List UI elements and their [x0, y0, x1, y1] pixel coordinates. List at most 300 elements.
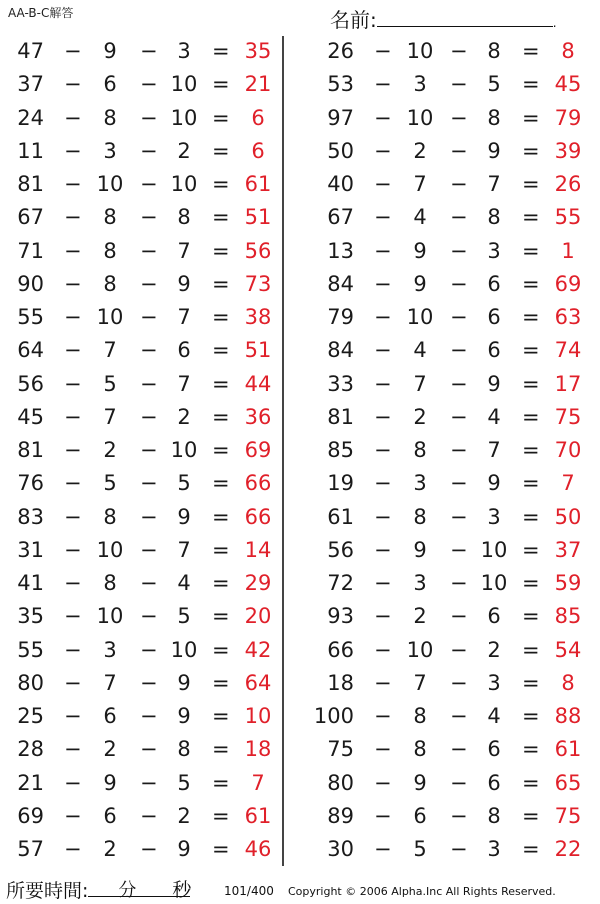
equals-sign: = [522, 371, 540, 396]
subtrahend-2: 4 [487, 704, 501, 728]
answer: 73 [244, 271, 272, 296]
answer: 6 [251, 105, 265, 130]
subtrahend-2: 6 [487, 737, 501, 762]
minus-sign: − [450, 770, 468, 795]
subtrahend-2: 7 [487, 438, 501, 462]
column-divider [282, 36, 284, 866]
equals-sign: = [522, 138, 540, 163]
equals-sign: = [522, 704, 540, 728]
equals-sign: = [212, 305, 230, 329]
answer: 39 [554, 138, 582, 163]
minus-sign: − [374, 271, 392, 296]
equals-sign: = [212, 138, 230, 163]
minuend: 45 [17, 404, 44, 429]
equals-sign: = [212, 72, 230, 97]
equals-sign: = [212, 238, 230, 263]
equals-sign: = [212, 670, 230, 695]
subtrahend-1: 8 [413, 504, 427, 529]
problem-row [310, 170, 590, 203]
subtrahend-2: 4 [177, 571, 191, 595]
subtrahend-1: 2 [413, 138, 427, 163]
minus-sign: − [450, 305, 468, 329]
problem-row [0, 469, 280, 502]
equals-sign: = [522, 438, 540, 462]
name-dot: . [552, 16, 557, 30]
minuend: 75 [327, 737, 354, 762]
equals-sign: = [212, 271, 230, 296]
answer: 45 [554, 72, 582, 97]
minus-sign: − [140, 438, 158, 462]
minus-sign: − [140, 271, 158, 296]
minus-sign: − [64, 837, 82, 861]
subtrahend-2: 7 [177, 305, 191, 329]
subtrahend-2: 3 [487, 837, 501, 861]
copyright-notice: Copyright © 2006 Alpha.Inc All Rights Reserved. [288, 885, 556, 898]
minus-sign: − [140, 670, 158, 695]
minus-sign: − [64, 172, 82, 196]
minus-sign: − [64, 770, 82, 795]
problem-row [0, 370, 280, 403]
problem-row [310, 436, 590, 469]
subtrahend-1: 8 [103, 238, 117, 263]
answer: 85 [554, 604, 582, 629]
subtrahend-2: 10 [170, 105, 198, 130]
problem-row [310, 503, 590, 536]
subtrahend-2: 10 [170, 72, 198, 97]
minus-sign: − [140, 504, 158, 529]
minus-sign: − [450, 803, 468, 828]
minuend: 35 [17, 604, 44, 629]
subtrahend-1: 7 [103, 338, 117, 363]
minuend: 90 [17, 271, 44, 296]
equals-sign: = [212, 172, 230, 196]
minus-sign: − [450, 537, 468, 562]
minuend: 67 [327, 205, 354, 230]
minuend: 81 [327, 404, 354, 429]
minus-sign: − [450, 72, 468, 97]
minuend: 67 [17, 205, 44, 230]
answer: 10 [244, 704, 272, 728]
answer: 63 [554, 305, 582, 329]
problem-row [0, 70, 280, 103]
subtrahend-1: 4 [413, 205, 427, 230]
minus-sign: − [450, 105, 468, 130]
problem-row [0, 303, 280, 336]
minuend: 56 [327, 537, 354, 562]
answer: 8 [561, 39, 575, 63]
minuend: 47 [17, 39, 44, 63]
problem-row [310, 336, 590, 369]
minuend: 55 [17, 637, 44, 662]
answer: 38 [244, 305, 272, 329]
problem-row [0, 403, 280, 436]
minuend: 66 [327, 637, 354, 662]
minus-sign: − [374, 404, 392, 429]
subtrahend-2: 9 [487, 371, 501, 396]
equals-sign: = [522, 770, 540, 795]
subtrahend-1: 5 [103, 371, 117, 396]
minuend: 41 [17, 571, 44, 595]
minuend: 100 [313, 704, 354, 728]
minus-sign: − [140, 537, 158, 562]
left-problem-column [0, 37, 280, 868]
subtrahend-2: 5 [177, 770, 191, 795]
minuend: 81 [17, 172, 44, 196]
minus-sign: − [374, 604, 392, 629]
equals-sign: = [522, 737, 540, 762]
answer: 22 [554, 837, 582, 861]
minus-sign: − [374, 803, 392, 828]
subtrahend-1: 10 [96, 305, 124, 329]
problem-row [310, 835, 590, 868]
minus-sign: − [450, 205, 468, 230]
equals-sign: = [522, 471, 540, 496]
minus-sign: − [450, 438, 468, 462]
equals-sign: = [212, 770, 230, 795]
subtrahend-2: 9 [487, 138, 501, 163]
problem-row [0, 769, 280, 802]
minuend: 53 [327, 72, 354, 97]
equals-sign: = [522, 803, 540, 828]
subtrahend-2: 10 [480, 571, 508, 595]
equals-sign: = [212, 371, 230, 396]
answer: 29 [244, 571, 272, 595]
equals-sign: = [522, 305, 540, 329]
problem-row [310, 237, 590, 270]
minus-sign: − [64, 737, 82, 762]
answer: 61 [244, 803, 272, 828]
minuend: 25 [17, 704, 44, 728]
subtrahend-1: 4 [413, 338, 427, 363]
subtrahend-1: 8 [103, 571, 117, 595]
subtrahend-2: 8 [487, 39, 501, 63]
answer: 46 [244, 837, 272, 861]
problem-row [310, 403, 590, 436]
minus-sign: − [140, 371, 158, 396]
minus-sign: − [140, 571, 158, 595]
answer: 8 [561, 670, 575, 695]
minus-sign: − [450, 837, 468, 861]
equals-sign: = [212, 471, 230, 496]
equals-sign: = [212, 105, 230, 130]
minus-sign: − [140, 138, 158, 163]
minus-sign: − [450, 637, 468, 662]
subtrahend-1: 2 [103, 737, 117, 762]
subtrahend-2: 6 [487, 305, 501, 329]
answer: 70 [554, 438, 582, 462]
problem-row [310, 669, 590, 702]
minus-sign: − [374, 438, 392, 462]
minuend: 80 [17, 670, 44, 695]
subtrahend-1: 5 [103, 471, 117, 496]
minus-sign: − [450, 704, 468, 728]
problem-row [0, 536, 280, 569]
minuend: 40 [327, 172, 354, 196]
minus-sign: − [374, 205, 392, 230]
subtrahend-2: 3 [177, 39, 191, 63]
minus-sign: − [64, 803, 82, 828]
minus-sign: − [450, 238, 468, 263]
minus-sign: − [64, 504, 82, 529]
minuend: 24 [17, 105, 44, 130]
page-count: 101/400 [224, 884, 274, 898]
minuend: 26 [327, 39, 354, 63]
subtrahend-2: 3 [487, 670, 501, 695]
minuend: 57 [17, 837, 44, 861]
equals-sign: = [522, 172, 540, 196]
problem-row [310, 702, 590, 735]
minus-sign: − [64, 72, 82, 97]
minus-sign: − [140, 471, 158, 496]
subtrahend-1: 7 [413, 670, 427, 695]
answer: 59 [554, 571, 582, 595]
problem-row [0, 503, 280, 536]
answer: 7 [251, 770, 265, 795]
subtrahend-1: 7 [413, 371, 427, 396]
problem-row [310, 636, 590, 669]
answer: 66 [244, 471, 272, 496]
answer: 7 [561, 471, 575, 496]
minuend: 61 [327, 504, 354, 529]
minus-sign: − [64, 637, 82, 662]
subtrahend-2: 8 [177, 737, 191, 762]
minus-sign: − [374, 537, 392, 562]
answer: 42 [244, 637, 272, 662]
subtrahend-1: 8 [103, 271, 117, 296]
answer: 37 [554, 537, 582, 562]
answer: 69 [244, 438, 272, 462]
problem-row [0, 702, 280, 735]
answer: 36 [244, 404, 272, 429]
subtrahend-1: 10 [406, 305, 434, 329]
subtrahend-1: 2 [413, 404, 427, 429]
subtrahend-1: 8 [413, 737, 427, 762]
minuend: 84 [327, 338, 354, 363]
minuend: 80 [327, 770, 354, 795]
problem-row [0, 237, 280, 270]
equals-sign: = [212, 39, 230, 63]
minus-sign: − [450, 338, 468, 363]
answer: 75 [554, 803, 582, 828]
minus-sign: − [374, 138, 392, 163]
minuend: 71 [17, 238, 44, 263]
equals-sign: = [522, 72, 540, 97]
minus-sign: − [450, 172, 468, 196]
problem-row [310, 70, 590, 103]
problem-row [310, 303, 590, 336]
answer: 55 [554, 205, 582, 230]
minuend: 93 [327, 604, 354, 629]
minus-sign: − [450, 404, 468, 429]
subtrahend-1: 3 [103, 637, 117, 662]
subtrahend-1: 7 [413, 172, 427, 196]
minuend: 56 [17, 371, 44, 396]
answer: 54 [554, 637, 582, 662]
minus-sign: − [140, 105, 158, 130]
problem-row [0, 137, 280, 170]
problem-row [310, 536, 590, 569]
subtrahend-2: 10 [170, 637, 198, 662]
subtrahend-1: 7 [103, 404, 117, 429]
answer: 88 [554, 704, 582, 728]
answer: 6 [251, 138, 265, 163]
answer: 65 [554, 770, 582, 795]
equals-sign: = [522, 537, 540, 562]
subtrahend-2: 3 [487, 504, 501, 529]
equals-sign: = [212, 338, 230, 363]
equals-sign: = [212, 404, 230, 429]
problem-row [0, 569, 280, 602]
problem-row [310, 569, 590, 602]
equals-sign: = [522, 39, 540, 63]
subtrahend-1: 3 [103, 138, 117, 163]
minus-sign: − [140, 637, 158, 662]
minus-sign: − [140, 404, 158, 429]
minus-sign: − [374, 305, 392, 329]
equals-sign: = [522, 105, 540, 130]
minuend: 30 [327, 837, 354, 861]
problem-row [0, 336, 280, 369]
subtrahend-2: 8 [487, 205, 501, 230]
problem-row [0, 270, 280, 303]
minus-sign: − [450, 271, 468, 296]
subtrahend-2: 5 [487, 72, 501, 97]
subtrahend-2: 6 [177, 338, 191, 363]
minus-sign: − [140, 72, 158, 97]
equals-sign: = [522, 637, 540, 662]
subtrahend-2: 9 [177, 271, 191, 296]
equals-sign: = [212, 803, 230, 828]
minus-sign: − [374, 238, 392, 263]
equals-sign: = [212, 604, 230, 629]
name-label: 名前: [330, 8, 377, 32]
subtrahend-1: 10 [96, 537, 124, 562]
problem-row [310, 735, 590, 768]
answer: 66 [244, 504, 272, 529]
minus-sign: − [374, 670, 392, 695]
subtrahend-1: 9 [413, 238, 427, 263]
problem-row [0, 37, 280, 70]
problem-row [0, 735, 280, 768]
subtrahend-2: 5 [177, 604, 191, 629]
seconds-unit: 秒 [172, 879, 192, 901]
answer: 64 [244, 670, 272, 695]
minuend: 31 [17, 537, 44, 562]
subtrahend-1: 6 [413, 803, 427, 828]
subtrahend-2: 8 [487, 105, 501, 130]
subtrahend-2: 2 [487, 637, 501, 662]
minus-sign: − [374, 770, 392, 795]
answer: 75 [554, 404, 582, 429]
subtrahend-1: 10 [406, 39, 434, 63]
subtrahend-1: 6 [103, 72, 117, 97]
subtrahend-2: 2 [177, 803, 191, 828]
minus-sign: − [450, 737, 468, 762]
minus-sign: − [140, 704, 158, 728]
name-field [330, 4, 557, 33]
subtrahend-2: 9 [487, 471, 501, 496]
minus-sign: − [64, 670, 82, 695]
subtrahend-2: 2 [177, 138, 191, 163]
problem-row [310, 203, 590, 236]
problem-row [310, 370, 590, 403]
minus-sign: − [374, 338, 392, 363]
subtrahend-1: 10 [406, 637, 434, 662]
minus-sign: − [374, 172, 392, 196]
subtrahend-2: 4 [487, 404, 501, 429]
minuend: 85 [327, 438, 354, 462]
minus-sign: − [374, 737, 392, 762]
minus-sign: − [140, 205, 158, 230]
minus-sign: − [64, 271, 82, 296]
subtrahend-1: 7 [103, 670, 117, 695]
minus-sign: − [140, 803, 158, 828]
subtrahend-1: 9 [413, 537, 427, 562]
problem-row [0, 802, 280, 835]
minuend: 72 [327, 571, 354, 595]
minuend: 37 [17, 72, 44, 97]
equals-sign: = [522, 404, 540, 429]
minus-sign: − [450, 604, 468, 629]
minus-sign: − [64, 471, 82, 496]
answer: 26 [554, 172, 582, 196]
subtrahend-1: 2 [413, 604, 427, 629]
page-label: AA-B-C解答 [8, 6, 74, 20]
minus-sign: − [64, 704, 82, 728]
equals-sign: = [212, 438, 230, 462]
minuend: 28 [17, 737, 44, 762]
minus-sign: − [374, 504, 392, 529]
minus-sign: − [140, 604, 158, 629]
equals-sign: = [522, 205, 540, 230]
problem-row [310, 270, 590, 303]
subtrahend-1: 3 [413, 571, 427, 595]
problem-row [310, 769, 590, 802]
subtrahend-2: 9 [177, 504, 191, 529]
minus-sign: − [374, 471, 392, 496]
subtrahend-1: 9 [103, 39, 117, 63]
problem-row [310, 602, 590, 635]
answer: 18 [244, 737, 272, 762]
minus-sign: − [140, 737, 158, 762]
minuend: 89 [327, 803, 354, 828]
equals-sign: = [212, 637, 230, 662]
answer: 1 [561, 238, 575, 263]
minus-sign: − [140, 39, 158, 63]
problem-row [0, 602, 280, 635]
minuend: 33 [327, 371, 354, 396]
minus-sign: − [64, 537, 82, 562]
problem-row [0, 104, 280, 137]
minus-sign: − [64, 39, 82, 63]
answer: 56 [244, 238, 272, 263]
subtrahend-1: 2 [103, 438, 117, 462]
minus-sign: − [450, 138, 468, 163]
minus-sign: − [64, 305, 82, 329]
answer: 74 [554, 338, 582, 363]
problem-row [310, 104, 590, 137]
answer: 44 [244, 371, 272, 396]
minuend: 19 [327, 471, 354, 496]
minus-sign: − [450, 371, 468, 396]
minus-sign: − [374, 39, 392, 63]
problem-row [310, 37, 590, 70]
subtrahend-1: 9 [413, 770, 427, 795]
minus-sign: − [374, 105, 392, 130]
subtrahend-2: 6 [487, 770, 501, 795]
problem-row [0, 170, 280, 203]
subtrahend-1: 6 [103, 704, 117, 728]
